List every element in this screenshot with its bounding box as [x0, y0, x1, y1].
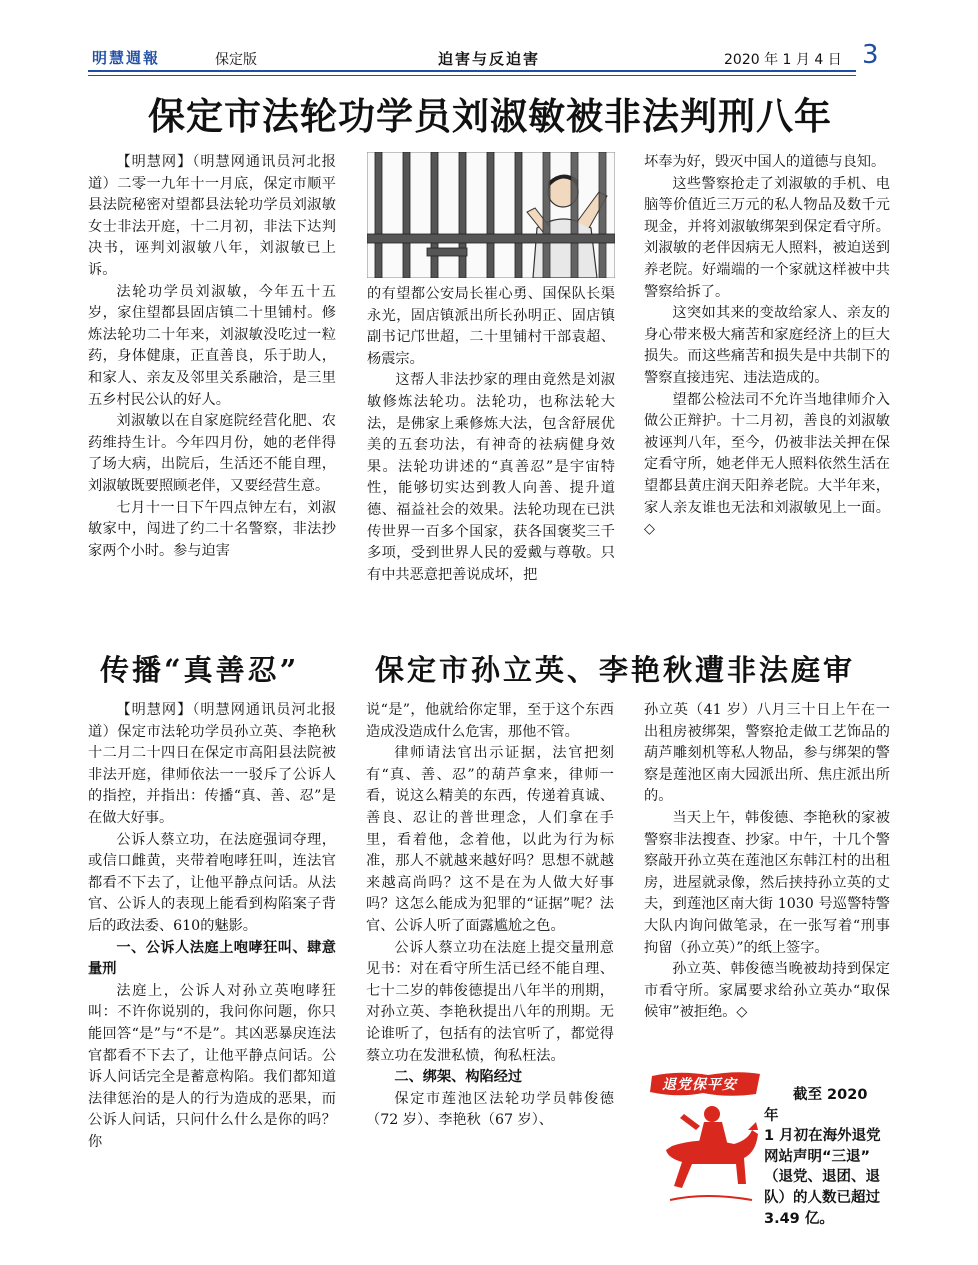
- page-number: 3: [862, 40, 879, 70]
- paragraph: 这些警察抢走了刘淑敏的手机、电脑等价值近三万元的私人物品及数千元现金，并将刘淑敏绑架到保定看守所。刘淑敏的老伴因病无人照料，被迫送到养老院。好端端的一个家就这样被中共警察给拆了。: [644, 175, 890, 300]
- paragraph: 坏奉为好，毁灭中国人的道德与良知。: [644, 154, 886, 170]
- issue-date: 2020 年 1 月 4 日: [724, 52, 842, 68]
- paragraph: 的有望都公安局长崔心勇、国保队长渠永光，固店镇派出所长孙明正、固店镇副书记邝世超，二十里铺村干部袁超、杨震宗。: [367, 286, 615, 367]
- stats-line: 3.49 亿。: [764, 1210, 834, 1227]
- paragraph: 七月十一日下午四点钟左右，刘淑敏家中，闯进了约二十名警察，非法抄家两个小时。参与迫害: [88, 499, 336, 559]
- paragraph: 【明慧网】（明慧网通讯员河北报道）保定市法轮功学员孙立英、李艳秋十二月二十四日在保定市高阳县法院被非法开庭，律师依法一一驳斥了公诉人的指控，并指出：传播“真、善、忍”是在做大好事。: [88, 702, 336, 826]
- stats-line: 截至 2020 年: [764, 1087, 868, 1124]
- subheading: 二、绑架、构陷经过: [394, 1069, 523, 1086]
- stats-line: 队）的人数已超过: [764, 1189, 880, 1206]
- article2-title-right: 保定市孙立英、李艳秋遭非法庭审: [375, 653, 856, 687]
- article1-column-2: [367, 284, 615, 586]
- banner-text: 退党保平安: [662, 1077, 737, 1093]
- article2-column-3: [644, 700, 890, 1024]
- article1-column-3: [644, 152, 890, 541]
- paragraph: 这帮人非法抄家的理由竟然是刘淑敏修炼法轮功。法轮功，也称法轮大法，是佛家上乘修炼大法，包含舒展优美的五套功法，有神奇的祛病健身效果。法轮功讲述的“真善忍”是宇宙特性，能够切实达到教人向善、提升道德、福益社会的效果。法轮功现在已洪传世界一百多个国家，获各国褒奖三千多项，受到世界人民的爱戴与尊敬。只有中共恶意把善说成坏，把: [367, 372, 615, 583]
- paragraph: 【明慧网】（明慧网通讯员河北报道）二零一九年十一月底，保定市顺平县法院秘密对望都县法轮功学员刘淑敏女士非法开庭，十二月初，非法下达判决书，诬判刘淑敏八年，刘淑敏已上诉。: [88, 154, 336, 278]
- horse-rider-icon: [652, 1100, 760, 1210]
- paragraph: 公诉人蔡立功在法庭上提交量刑意见书：对在看守所生活已经不能自理、七十二岁的韩俊德提出八年半的刑期，对孙立英、李艳秋提出八年的刑期。无论谁听了，包括有的法官听了，都觉得蔡立功在发泄私愤，徇私枉法。: [366, 939, 614, 1064]
- section-title: 迫害与反迫害: [438, 50, 541, 68]
- paragraph: 公诉人蔡立功，在法庭强词夺理，或信口雌黄，夹带着咆哮狂叫，连法官都看不下去了，让他平静点问话。从法官、公诉人的表现上能看到构陷案子背后的政法委、610的魅影。: [88, 831, 336, 934]
- header-rule-thin: [88, 75, 856, 76]
- article-title: 保定市法轮功学员刘淑敏被非法判刑八年: [148, 94, 832, 138]
- article2-column-2: [366, 700, 614, 1132]
- paragraph: 望都公检法司不允许当地律师介入做公正辩护。十二月初，善良的刘淑敏被诬判八年，至今，仍被非法关押在保定看守所，她老伴无人照料依然生活在望都县黄庄润天阳养老院。大半年来，家人亲友谁也无法和刘淑敏见上一面。◇: [644, 391, 890, 538]
- quit-ccp-stats: [764, 1085, 884, 1229]
- paragraph: 刘淑敏以在自家庭院经营化肥、农药维持生计。今年四月份，她的老伴得了场大病，出院后，生活还不能自理，刘淑敏既要照顾老伴，又要经营生意。: [88, 413, 336, 494]
- article1-column-1: [88, 152, 336, 562]
- paragraph: 这突如其来的变故给家人、亲友的身心带来极大痛苦和家庭经济上的巨大损失。而这些痛苦和损失是中共制下的警察直接违宪、违法造成的。: [644, 305, 890, 386]
- paragraph: 孙立英（41 岁）八月三十日上午在一出租房被绑架，警察抢走做工艺饰品的葫芦雕刻机等私人物品，参与绑架的警察是莲池区南大园派出所、焦庄派出所的。: [644, 702, 890, 805]
- paragraph: 法庭上，公诉人对孙立英咆哮狂叫：不许你说别的，我问你问题，你只能回答“是”与“不是”。其凶恶暴戾连法官都看不下去了，让他平静点问话。公诉人问话完全是蓄意构陷。我们都知道法律惩治的是人的行为造成的恶果，而公诉人问话，只问什么什么是你的吗？你: [88, 982, 336, 1150]
- article2-column-1: [88, 700, 336, 1153]
- paragraph: 法轮功学员刘淑敏，今年五十五岁，家住望都县固店镇二十里铺村。修炼法轮功二十年来，刘淑敏没吃过一粒药，身体健康，正直善良，乐于助人，和家人、亲友及邻里关系融洽，是三里五乡村民公认的好人。: [88, 283, 336, 408]
- stats-line: （退党、退团、退: [764, 1169, 880, 1186]
- article2-title-left: 传播“真善忍”: [100, 653, 300, 687]
- paragraph: 孙立英、韩俊德当晚被劫持到保定市看守所。家属要求给孙立英办“取保候审”被拒绝。◇: [644, 961, 890, 1021]
- quit-ccp-banner: [648, 1070, 763, 1098]
- header-rule: [88, 70, 856, 72]
- newspaper-name: 明慧週報: [92, 49, 161, 67]
- stats-line: 1 月初在海外退党: [764, 1128, 881, 1145]
- prison-illustration: [367, 152, 615, 278]
- paragraph: 律师请法官出示证据，法官把刻有“真、善、忍”的葫芦拿来，律师一看，说这么精美的东西，传递着真诚、善良、忍让的普世理念，人们拿在手里，看着他，念着他，以此为行为标准，那人不就越来越好吗？思想不就越来越高尚吗？这不是在为人做大好事吗？这怎么能成为犯罪的“证据”呢？法官、公诉人听了面露尴尬之色。: [366, 745, 614, 934]
- subheading: 一、公诉人法庭上咆哮狂叫、肆意量刑: [88, 939, 336, 978]
- paragraph: 说“是”，他就给你定罪，至于这个东西造成没造成什么危害，那他不管。: [366, 702, 614, 740]
- stats-line: 网站声明“三退”: [764, 1148, 871, 1165]
- paragraph: 当天上午，韩俊德、李艳秋的家被警察非法搜查、抄家。中午，十几个警察敲开孙立英在莲池区东韩江村的出租房，进屋就录像，然后挟持孙立英的丈夫，到莲池区南大街 1030 号巡警特警大队内询问做笔录，在一张写着“刑事拘留（孙立英）”的纸上签字。: [644, 809, 890, 956]
- edition-label: 保定版: [215, 52, 257, 68]
- paragraph: 保定市莲池区法轮功学员韩俊德（72 岁）、李艳秋（67 岁）、: [366, 1090, 614, 1129]
